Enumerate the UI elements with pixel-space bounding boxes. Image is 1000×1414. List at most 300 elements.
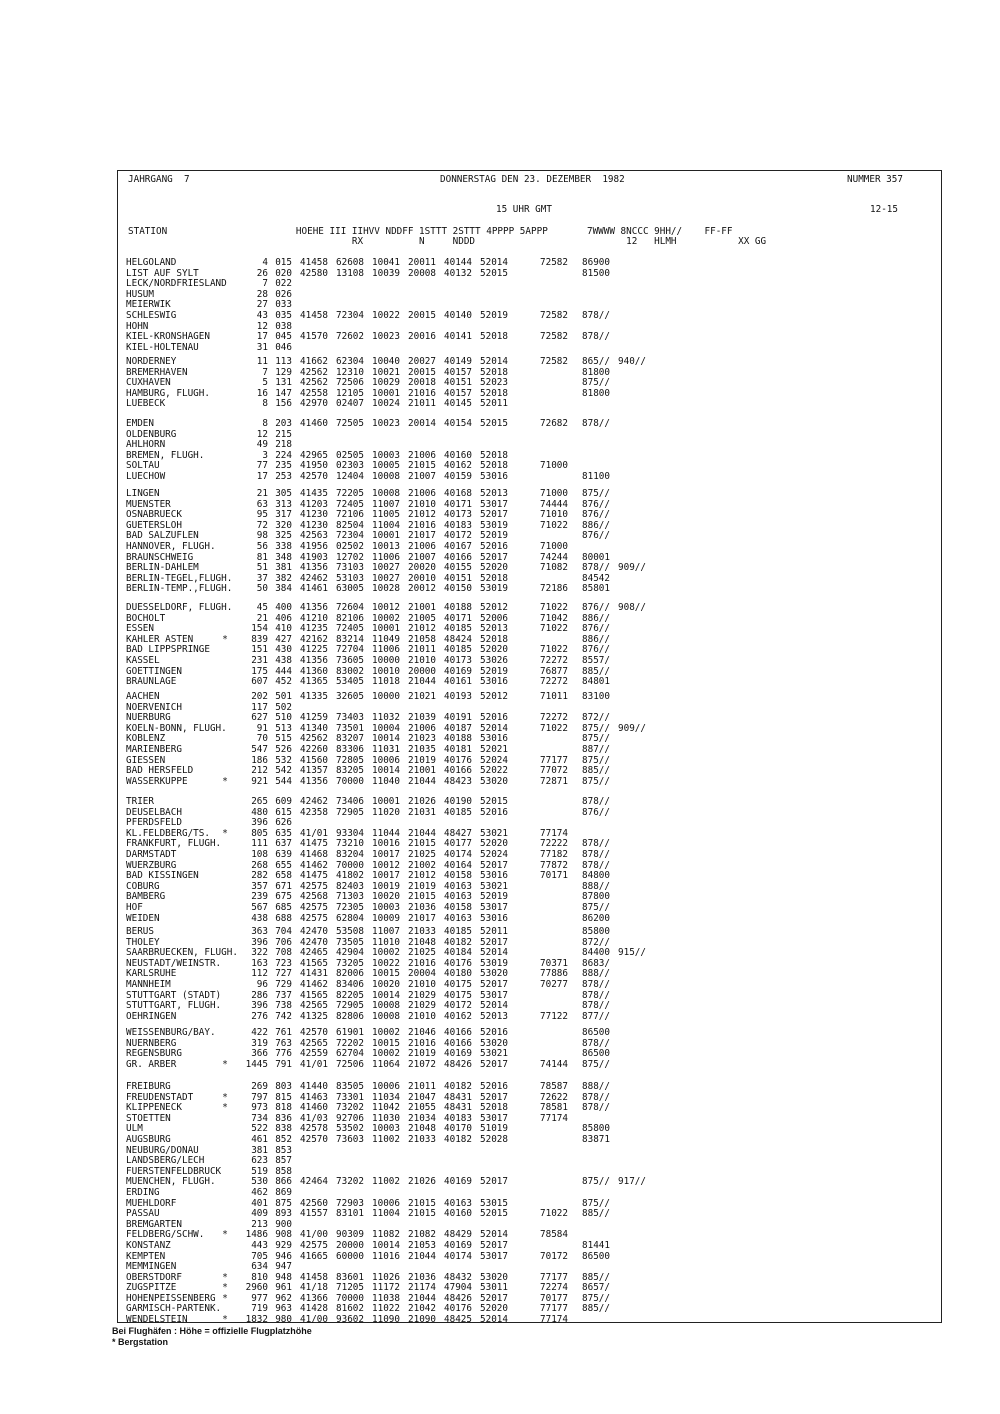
cell-iii: 147 [275,387,292,399]
cell-nddff: 72602 [336,331,364,343]
cell-iii: 218 [275,439,292,451]
cell-7wwww: 70172 [540,1250,568,1262]
cell-9hh [618,745,650,756]
cell-4pppp: 40158 [444,901,472,913]
cell-9hh [618,1199,650,1210]
cell-bergstation-mark [216,692,234,703]
cell-2sttt: 21007 [408,470,436,482]
cell-5appp: 52019 [480,891,508,903]
cell-hoehe: 98 [256,530,268,542]
cell-8nccc: 86900 [582,257,610,268]
cell-hoehe: 422 [251,1027,268,1038]
cell-5appp [472,279,508,290]
cell-iii: 626 [275,817,292,829]
cell-7wwww: 71022 [540,644,568,656]
cell-8nccc: 875// [582,754,610,766]
cell-station: KAHLER ASTEN [126,633,194,645]
cell-2sttt: 21001 [408,765,436,777]
cell-9hh [618,1230,650,1241]
cell-4pppp: 40141 [444,331,472,343]
cell-1sttt: 10016 [372,838,400,850]
cell-iihvv: 42465 [300,947,328,959]
cell-iii: 818 [275,1102,292,1114]
cell-9hh [618,677,650,688]
cell-7wwww [540,1146,578,1157]
cell-station: STUTTGART (STADT) [126,989,222,1001]
cell-9hh [618,1241,650,1252]
cell-1sttt: 11034 [372,1091,400,1103]
cell-bergstation-mark [216,1209,234,1220]
cell-1sttt: 11007 [372,926,400,937]
cell-iihvv: 42575 [300,912,328,924]
cell-2sttt: 21015 [408,838,436,850]
cell-station: STUTTGART, FLUGH. [126,1000,222,1012]
cell-hoehe: 12 [256,428,268,440]
cell-7wwww: 72186 [540,583,568,595]
cell-9hh [618,1304,650,1315]
cell-station: KOBLENZ [126,733,166,745]
cell-iihvv [292,290,328,301]
cell-8nccc: 878// [582,1037,610,1049]
cell-iii: 156 [275,398,292,410]
cell-hoehe: 921 [251,775,268,787]
cell-1sttt: 10024 [372,398,400,410]
cell-9hh [618,1001,650,1012]
cell-5appp: 53015 [480,1197,508,1209]
table-row [126,489,650,500]
cell-nddff: 72905 [336,1000,364,1012]
cell-iii: 026 [275,288,292,300]
cell-station: MEMMINGEN [126,1261,177,1273]
cell-8nccc: 875// [582,722,610,734]
cell-9hh [618,892,650,903]
cell-7wwww: 78584 [540,1229,568,1241]
cell-1sttt: 10041 [372,257,400,268]
cell-nddff: 61901 [336,1027,364,1038]
cell-5appp [472,430,508,441]
cell-nddff: 73202 [336,1102,364,1114]
cell-2sttt: 21044 [408,827,436,839]
cell-iihvv: 41557 [300,1208,328,1220]
cell-station: THOLEY [126,936,160,948]
cell-5appp: 53016 [480,470,508,482]
cell-1sttt: 10017 [372,870,400,882]
cell-bergstation-mark: * [222,1282,228,1294]
cell-iii: 900 [275,1218,292,1230]
cell-iii: 658 [275,870,292,882]
cell-8nccc: 81100 [582,470,610,482]
cell-4pppp: 40140 [444,309,472,321]
cell-hoehe: 810 [251,1271,268,1283]
cell-1sttt: 10002 [372,612,400,624]
cell-iihvv: 41431 [300,968,328,980]
cell-iii: 502 [275,701,292,713]
cell-9hh [618,1060,650,1071]
cell-iihvv: 42470 [300,936,328,948]
cell-9hh [618,614,650,625]
cell-5appp: 52013 [480,1010,508,1022]
cell-1sttt: 11082 [372,1229,400,1241]
cell-8nccc: 876// [582,530,610,542]
cell-4pppp: 40151 [444,572,472,584]
table-row [126,279,650,290]
cell-iii: 215 [275,428,292,440]
cell-4pppp: 40166 [444,1027,472,1038]
cell-2sttt: 20015 [408,366,436,378]
cell-5appp: 52019 [480,309,508,321]
cell-1sttt: 10004 [372,722,400,734]
cell-bergstation-mark [216,882,234,893]
cell-station: OSNABRUECK [126,509,182,521]
cell-station: PASSAU [126,1208,160,1220]
table-row [126,311,650,322]
cell-station: LINGEN [126,488,160,499]
cell-hoehe: 28 [256,288,268,300]
cell-iii: 317 [275,509,292,521]
cell-nddff: 72805 [336,754,364,766]
cell-2sttt: 21016 [408,957,436,969]
cell-iihvv: 41565 [300,989,328,1001]
cell-5appp: 53019 [480,583,508,595]
cell-9hh [618,1124,650,1135]
cell-iihvv: 41357 [300,765,328,777]
cell-nddff: 12404 [336,470,364,482]
cell-9hh [618,1039,650,1050]
cell-5appp: 52016 [480,1027,508,1038]
cell-1sttt [364,1188,400,1199]
cell-station: MARIENBERG [126,743,182,755]
cell-7wwww: 78581 [540,1102,568,1114]
cell-4pppp: 40174 [444,1250,472,1262]
cell-bergstation-mark [216,980,234,991]
cell-hoehe: 163 [251,957,268,969]
cell-5appp: 52020 [480,838,508,850]
cell-station: KLIPPENECK [126,1102,182,1114]
cell-hoehe: 77 [256,460,268,472]
cell-5appp: 52022 [480,765,508,777]
cell-9hh [618,1103,650,1114]
cell-iihvv: 42580 [300,267,328,279]
cell-nddff: 82806 [336,1010,364,1022]
cell-hoehe: 37 [256,572,268,584]
cell-hoehe: 8 [262,418,268,429]
cell-bergstation-mark [216,1199,234,1210]
cell-iii: 858 [275,1165,292,1177]
cell-1sttt: 10023 [372,418,400,429]
cell-4pppp: 40163 [444,891,472,903]
cell-station: NUERBURG [126,712,171,724]
cell-8nccc: 878// [582,309,610,321]
cell-5appp: 52016 [480,540,508,552]
cell-2sttt: 21055 [408,1102,436,1114]
cell-1sttt: 11049 [372,633,400,645]
cell-iihvv [292,1146,328,1157]
cell-station: NORDERNEY [126,356,177,367]
cell-bergstation-mark [216,927,234,938]
cell-2sttt: 21042 [408,1303,436,1315]
cell-iii: 685 [275,901,292,913]
cell-8nccc: 888// [582,968,610,980]
cell-hoehe: 1445 [245,1058,268,1070]
cell-4pppp: 40166 [444,1037,472,1049]
cell-nddff: 70000 [336,1292,364,1304]
cell-5appp: 52023 [480,377,508,389]
cell-9hh [618,542,650,553]
cell-8nccc [582,440,614,451]
cell-2sttt: 21058 [408,633,436,645]
cell-2sttt: 21029 [408,989,436,1001]
cell-nddff: 70000 [336,859,364,871]
cell-2sttt: 21019 [408,1048,436,1060]
cell-bergstation-mark [216,472,234,483]
cell-bergstation-mark [216,745,234,756]
cell-9hh [618,258,650,269]
cell-7wwww [540,1188,578,1199]
cell-iii: 836 [275,1112,292,1124]
cell-iii: 866 [275,1176,292,1188]
cell-station: LIST AUF SYLT [126,267,199,279]
cell-4pppp: 40163 [444,1197,472,1209]
cell-2sttt: 20027 [408,356,436,367]
cell-8nccc [582,1315,614,1326]
cell-9hh [618,1012,650,1023]
cell-7wwww [540,279,578,290]
table-row [126,980,650,991]
cell-station: OBERSTDORF [126,1271,182,1283]
cell-hoehe: 381 [251,1144,268,1156]
cell-iihvv: 41956 [300,540,328,552]
cell-hoehe: 977 [251,1292,268,1304]
cell-1sttt: 10027 [372,572,400,584]
cell-9hh [618,322,650,333]
cell-7wwww: 72582 [540,309,568,321]
cell-bergstation-mark: * [222,1091,228,1103]
cell-nddff: 02303 [336,460,364,472]
cell-bergstation-mark [216,969,234,980]
cell-iii: 875 [275,1197,292,1209]
cell-9hh [618,430,650,441]
cell-hoehe: 734 [251,1112,268,1124]
cell-8nccc: 875// [582,488,610,499]
cell-station: KOELN-BONN, FLUGH. [126,722,227,734]
cell-1sttt [364,290,400,301]
cell-iii: 253 [275,470,292,482]
cell-5appp: 52014 [480,1229,508,1241]
cell-nddff: 73202 [336,1176,364,1188]
cell-8nccc: 885// [582,1208,610,1220]
cell-4pppp [436,343,472,354]
cell-7wwww: 77177 [540,1271,568,1283]
cell-iii: 430 [275,644,292,656]
cell-iihvv: 41335 [300,691,328,702]
cell-hoehe: 438 [251,912,268,924]
cell-station: SOLTAU [126,460,160,472]
cell-nddff: 53508 [336,926,364,937]
cell-7wwww [540,440,578,451]
cell-8nccc: 875// [582,775,610,787]
cell-bergstation-mark [216,724,234,735]
cell-iihvv: 42562 [300,733,328,745]
cell-nddff: 53502 [336,1123,364,1135]
cell-9hh [618,692,650,703]
cell-7wwww [540,745,578,756]
station-group [126,489,650,595]
footnote-2: * Bergstation [112,1337,169,1347]
cell-2sttt: 20014 [408,418,436,429]
cell-9hh [618,300,650,311]
cell-hoehe: 480 [251,806,268,818]
cell-2sttt: 21011 [408,398,436,410]
cell-7wwww [540,734,578,745]
cell-7wwww [540,1135,578,1146]
cell-5appp: 52014 [480,1314,508,1326]
nummer: NUMMER 357 [847,174,903,185]
cell-iii: 400 [275,602,292,613]
cell-7wwww: 77174 [540,827,568,839]
cell-station: BAD HERSFELD [126,765,194,777]
cell-2sttt: 20015 [408,309,436,321]
cell-8nccc: 8683/ [582,957,610,969]
cell-nddff: 72903 [336,1197,364,1209]
cell-hoehe: 3 [262,449,268,461]
cell-bergstation-mark [216,258,234,269]
cell-8nccc: 875// [582,1197,610,1209]
cell-1sttt: 11172 [372,1282,400,1294]
cell-8nccc: 865// [582,356,610,367]
cell-2sttt: 21090 [408,1314,436,1326]
cell-9hh [618,1273,650,1284]
cell-7wwww: 71022 [540,623,568,635]
cell-iii: 544 [275,775,292,787]
cell-hoehe: 461 [251,1133,268,1145]
cell-station: BAD SALZUFLEN [126,530,199,542]
cell-nddff: 72506 [336,1058,364,1070]
cell-1sttt: 10001 [372,623,400,635]
cell-4pppp [436,1156,472,1167]
table-row [126,603,650,614]
cell-bergstation-mark [216,1114,234,1125]
cell-8nccc: 878// [582,848,610,860]
cell-8nccc [582,818,614,829]
cell-4pppp: 40145 [444,398,472,410]
cell-iii: 737 [275,989,292,1001]
cell-1sttt: 10000 [372,691,400,702]
cell-iihvv: 41460 [300,1102,328,1114]
cell-bergstation-mark [216,389,234,400]
cell-iihvv: 42578 [300,1123,328,1135]
cell-4pppp [436,1146,472,1157]
cell-bergstation-mark [216,677,234,688]
cell-2sttt: 20010 [408,572,436,584]
cell-9hh [618,871,650,882]
cell-station: NEUBURG/DONAU [126,1144,199,1156]
cell-iii: 908 [275,1229,292,1241]
cell-5appp: 52018 [480,633,508,645]
cell-station: BERLIN-TEMP.,FLUGH. [126,583,233,595]
cell-4pppp: 40180 [444,968,472,980]
cell-hoehe: 7 [262,366,268,378]
cell-7wwww: 72622 [540,1091,568,1103]
cell-iii: 763 [275,1037,292,1049]
cell-2sttt: 21006 [408,722,436,734]
cell-station: CUXHAVEN [126,377,171,389]
cell-nddff: 72405 [336,623,364,635]
cell-hoehe: 627 [251,712,268,724]
cell-5appp: 52018 [480,331,508,343]
cell-iihvv: 41460 [300,418,328,429]
cell-8nccc: 84400 [582,947,610,959]
table-row [126,542,650,553]
cell-iihvv: 41366 [300,1292,328,1304]
cell-7wwww [540,991,578,1002]
cell-station: NUERNBERG [126,1037,177,1049]
cell-iihvv: 42462 [300,572,328,584]
cell-9hh [618,667,650,678]
cell-5appp [472,290,508,301]
cell-4pppp: 40149 [444,356,472,367]
cell-4pppp: 40154 [444,418,472,429]
cell-iihvv: 41461 [300,583,328,595]
cell-bergstation-mark [216,531,234,542]
cell-8nccc: 86200 [582,912,610,924]
cell-bergstation-mark [216,500,234,511]
cell-nddff: 02407 [336,398,364,410]
cell-9hh: 940// [618,356,646,367]
cell-iihvv: 42965 [300,449,328,461]
cell-2sttt: 21015 [408,460,436,472]
cell-2sttt: 20018 [408,377,436,389]
cell-station: WEIDEN [126,912,160,924]
cell-station: GUETERSLOH [126,519,182,531]
cell-9hh [618,399,650,410]
cell-7wwww [540,903,578,914]
cell-station: MUENSTER [126,498,171,510]
cell-1sttt: 10040 [372,356,400,367]
cell-iii: 113 [275,356,292,367]
cell-4pppp: 40166 [444,765,472,777]
cell-2sttt: 21053 [408,1239,436,1251]
cell-7wwww [540,389,578,400]
cell-7wwww: 71022 [540,722,568,734]
cell-iii: 427 [275,633,292,645]
cell-bergstation-mark [216,614,234,625]
cell-iihvv: 42562 [300,366,328,378]
cell-5appp: 53020 [480,775,508,787]
cell-hoehe: 547 [251,743,268,755]
cell-iihvv: 41/01 [300,1058,328,1070]
cell-1sttt: 10006 [372,1081,400,1092]
cell-iii: 803 [275,1081,292,1092]
cell-5appp: 52006 [480,612,508,624]
cell-1sttt: 10020 [372,891,400,903]
cell-nddff: 83505 [336,1081,364,1092]
cell-hoehe: 973 [251,1102,268,1114]
cell-4pppp: 48426 [444,1292,472,1304]
cell-nddff: 73403 [336,712,364,724]
cell-8nccc: 875// [582,901,610,913]
cell-2sttt: 21025 [408,947,436,959]
table-row [126,808,650,819]
cell-8nccc: 80001 [582,551,610,563]
table-row [126,1135,650,1146]
cell-7wwww: 71042 [540,612,568,624]
cell-1sttt: 10003 [372,449,400,461]
cell-2sttt: 21048 [408,1123,436,1135]
cell-iii: 129 [275,366,292,378]
cell-5appp: 52017 [480,1292,508,1304]
cell-5appp: 52014 [480,257,508,268]
cell-nddff: 72506 [336,377,364,389]
